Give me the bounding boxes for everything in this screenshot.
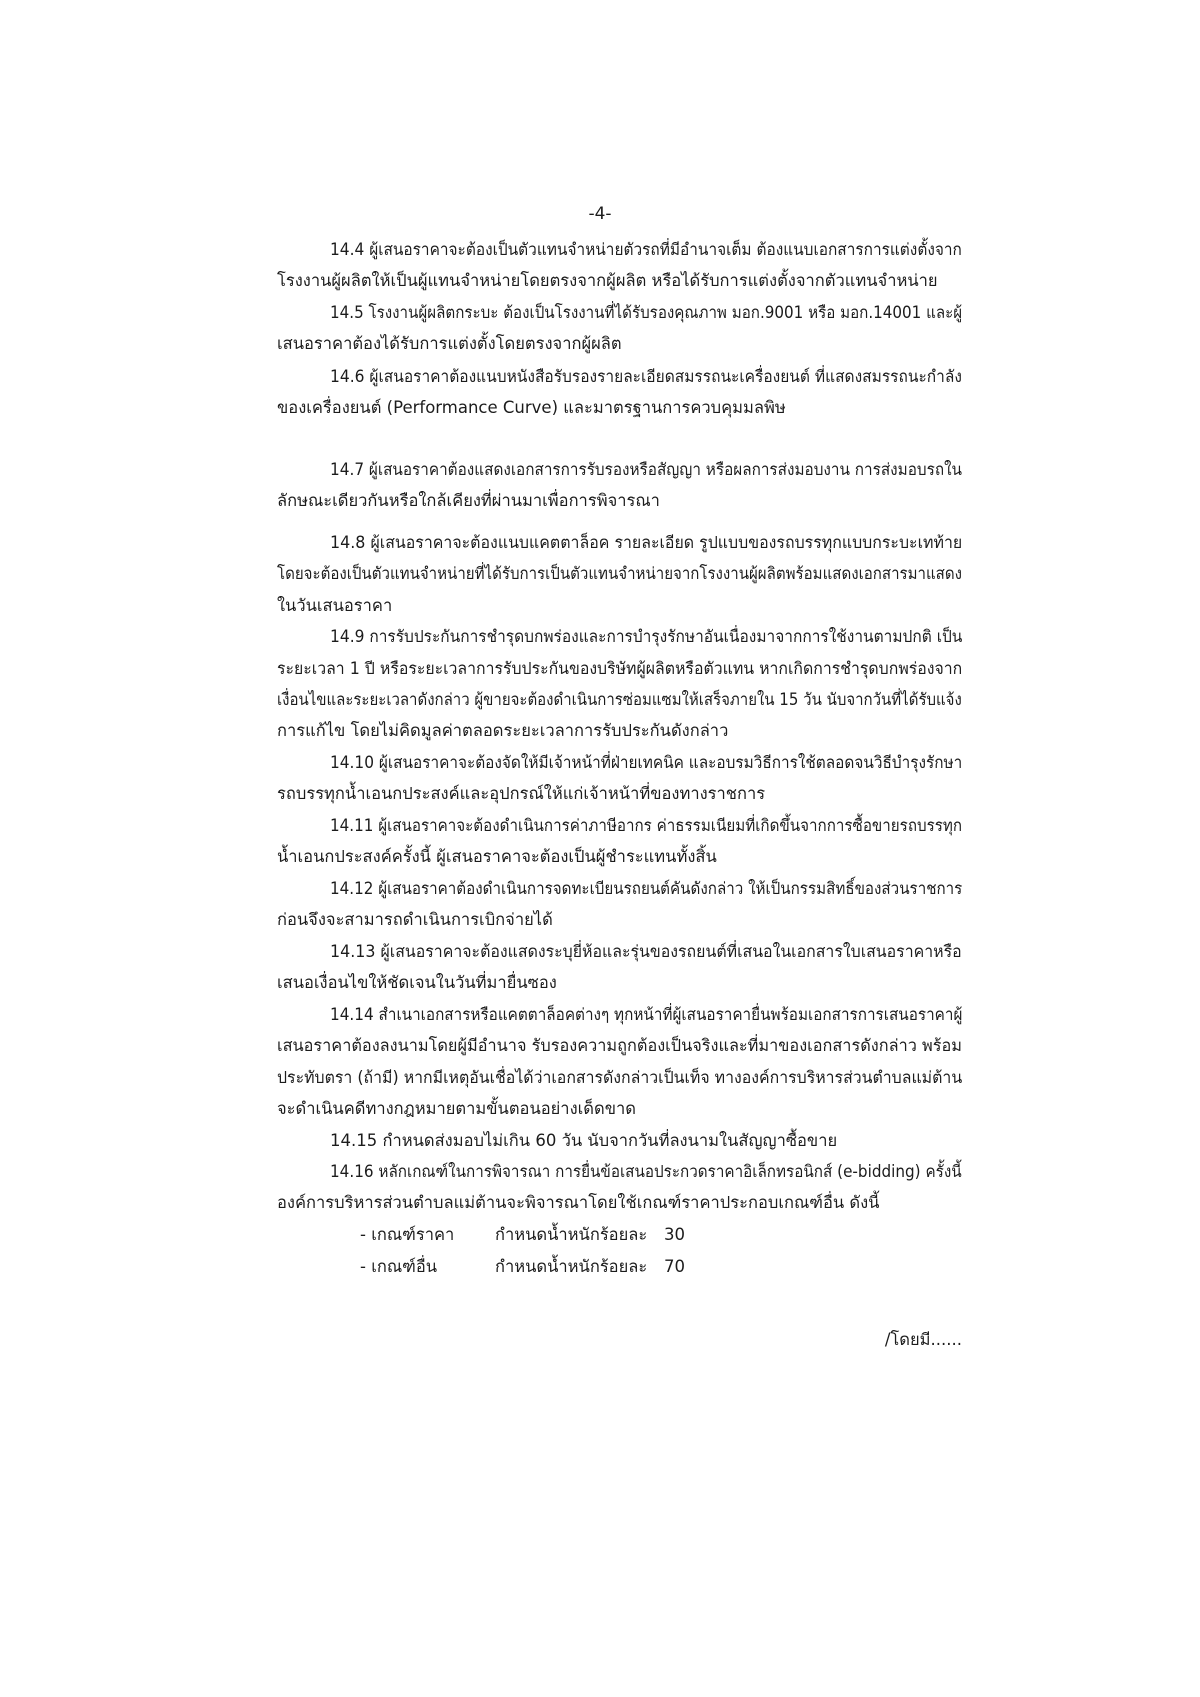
paragraph-14-5-line-1: 14.5 โรงงานผู้ผลิตกระบะ ต้องเป็นโรงงานที่ได้รับรองคุณภาพ มอก.9001 หรือ มอก.14001 และผู้ — [330, 303, 963, 322]
paragraph-14-9-line-4: การแก้ไข โดยไม่คิดมูลค่าตลอดระยะเวลาการรับประกันดังกล่าว — [277, 721, 729, 740]
criteria-other-name: - เกณฑ์อื่น — [360, 1257, 438, 1276]
paragraph-14-4-line-1: 14.4 ผู้เสนอราคาจะต้องเป็นตัวแทนจำหน่ายตัวรถที่มีอำนาจเต็ม ต้องแนบเอกสารการแต่งตั้งจาก — [330, 240, 962, 259]
paragraph-14-8-line-1: 14.8 ผู้เสนอราคาจะต้องแนบแคตตาล็อค รายละเอียด รูปแบบของรถบรรทุกแบบกระบะเทท้าย — [330, 533, 963, 552]
paragraph-14-13-line-1: 14.13 ผู้เสนอราคาจะต้องแสดงระบุยี่ห้อและรุ่นของรถยนต์ที่เสนอในเอกสารใบเสนอราคาหรือ — [330, 942, 962, 961]
paragraph-14-15-line-1: 14.15 กำหนดส่งมอบไม่เกิน 60 วัน นับจากวันที่ลงนามในสัญญาซื้อขาย — [330, 1131, 838, 1150]
paragraph-14-16-line-2: องค์การบริหารส่วนตำบลแม่ต้านจะพิจารณาโดยใช้เกณฑ์ราคาประกอบเกณฑ์อื่น ดังนี้ — [277, 1193, 880, 1212]
paragraph-14-8-line-2: โดยจะต้องเป็นตัวแทนจำหน่ายที่ได้รับการเป็นตัวแทนจำหน่ายจากโรงงานผู้ผลิตพร้อมแสดงเอกสารมาแสดง — [277, 564, 962, 583]
criteria-other-weight: 70 — [664, 1257, 685, 1276]
paragraph-14-12-line-1: 14.12 ผู้เสนอราคาต้องดำเนินการจดทะเบียนรถยนต์คันดังกล่าว ให้เป็นกรรมสิทธิ์ของส่วนราชการ — [330, 879, 963, 898]
paragraph-14-9-line-3: เงื่อนไขและระยะเวลาดังกล่าว ผู้ขายจะต้องดำเนินการซ่อมแซมให้เสร็จภายใน 15 วัน นับจากวันที่ได้รับแจ้ง — [277, 690, 962, 709]
paragraph-14-10-line-1: 14.10 ผู้เสนอราคาจะต้องจัดให้มีเจ้าหน้าที่ฝ่ายเทคนิค และอบรมวิธีการใช้ตลอดจนวิธีบำรุงรักษา — [330, 753, 963, 772]
paragraph-14-11-line-2: น้ำเอนกประสงค์ครั้งนี้ ผู้เสนอราคาจะต้องเป็นผู้ชำระแทนทั้งสิ้น — [277, 847, 717, 866]
criteria-price-weight: 30 — [664, 1225, 685, 1244]
paragraph-14-14-line-4: จะดำเนินคดีทางกฎหมายตามขั้นตอนอย่างเด็ดขาด — [277, 1099, 636, 1118]
paragraph-14-10-line-2: รถบรรทุกน้ำเอนกประสงค์และอุปกรณ์ให้แก่เจ้าหน้าที่ของทางราชการ — [277, 784, 766, 803]
paragraph-14-11-line-1: 14.11 ผู้เสนอราคาจะต้องดำเนินการค่าภาษีอากร ค่าธรรมเนียมที่เกิดขึ้นจากการซื้อขายรถบรรทุก — [330, 816, 963, 835]
paragraph-14-7-line-1: 14.7 ผู้เสนอราคาต้องแสดงเอกสารการรับรองหรือสัญญา หรือผลการส่งมอบงาน การส่งมอบรถใน — [330, 460, 962, 479]
paragraph-14-8-line-3: ในวันเสนอราคา — [277, 596, 393, 615]
paragraph-14-14-line-1: 14.14 สำเนาเอกสารหรือแคตตาล็อคต่างๆ ทุกหน้าที่ผู้เสนอราคายื่นพร้อมเอกสารการเสนอราคาผู้ — [330, 1005, 963, 1024]
paragraph-14-16-line-1: 14.16 หลักเกณฑ์ในการพิจารณา การยื่นข้อเสนอประกวดราคาอิเล็กทรอนิกส์ (e-bidding) ครั้งนี้ — [330, 1162, 962, 1181]
paragraph-14-13-line-2: เสนอเงื่อนไขให้ชัดเจนในวันที่มายื่นซอง — [277, 973, 557, 992]
paragraph-14-14-line-3: ประทับตรา (ถ้ามี) หากมีเหตุอันเชื่อได้ว่าเอกสารดังกล่าวเป็นเท็จ ทางองค์การบริหารส่วนตำบลแม่ต้าน — [277, 1068, 963, 1087]
criteria-price-label: กำหนดน้ำหนักร้อยละ — [495, 1225, 648, 1244]
paragraph-14-6-line-1: 14.6 ผู้เสนอราคาต้องแนบหนังสือรับรองรายละเอียดสมรรถนะเครื่องยนต์ ที่แสดงสมรรถนะกำลัง — [330, 367, 962, 386]
paragraph-14-9-line-1: 14.9 การรับประกันการชำรุดบกพร่องและการบำรุงรักษาอันเนื่องมาจากการใช้งานตามปกติ เป็น — [330, 627, 963, 646]
paragraph-14-12-line-2: ก่อนจึงจะสามารถดำเนินการเบิกจ่ายได้ — [277, 910, 553, 929]
paragraph-14-5-line-2: เสนอราคาต้องได้รับการแต่งตั้งโดยตรงจากผู้ผลิต — [277, 334, 622, 353]
paragraph-14-9-line-2: ระยะเวลา 1 ปี หรือระยะเวลาการรับประกันของบริษัทผู้ผลิตหรือตัวแทน หากเกิดการชำรุดบกพร่องจาก — [277, 659, 963, 678]
criteria-other-label: กำหนดน้ำหนักร้อยละ — [495, 1257, 648, 1276]
paragraph-14-4-line-2: โรงงานผู้ผลิตให้เป็นผู้แทนจำหน่ายโดยตรงจากผู้ผลิต หรือได้รับการแต่งตั้งจากตัวแทนจำหน่าย — [277, 271, 938, 290]
paragraph-14-6-line-2: ของเครื่องยนต์ (Performance Curve) และมาตรฐานการควบคุมมลพิษ — [277, 398, 786, 417]
paragraph-14-7-line-2: ลักษณะเดียวกันหรือใกล้เคียงที่ผ่านมาเพื่อการพิจารณา — [277, 491, 660, 510]
continuation-marker: /โดยมี...... — [884, 1330, 962, 1349]
criteria-price-name: - เกณฑ์ราคา — [360, 1225, 455, 1244]
paragraph-14-14-line-2: เสนอราคาต้องลงนามโดยผู้มีอำนาจ รับรองความถูกต้องเป็นจริงและที่มาของเอกสารดังกล่าว พร้อม — [277, 1036, 963, 1055]
page-number: -4- — [588, 204, 612, 224]
